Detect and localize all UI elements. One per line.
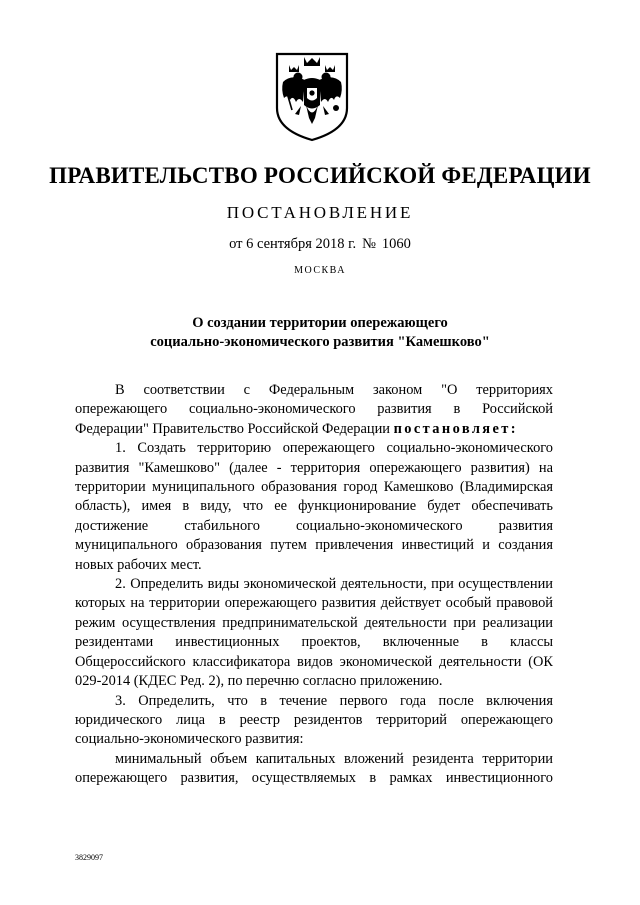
decree-word: постановляет: xyxy=(393,420,518,437)
document-body xyxy=(75,381,553,789)
subject-line-1: О создании территории опережающего xyxy=(192,315,448,331)
document-subject xyxy=(60,314,580,352)
paragraph-preamble xyxy=(75,381,553,439)
government-title: ПРАВИТЕЛЬСТВО РОССИЙСКОЙ ФЕДЕРАЦИИ xyxy=(49,163,591,188)
document-date: от 6 сентября 2018 г. xyxy=(229,236,357,252)
paragraph-item-3: 3. Определить, что в течение первого года после включения юридического лица в реестр резидентов территорий опережающего социально-экономического развития: xyxy=(75,692,553,748)
document-number: 1060 xyxy=(381,236,411,252)
preamble-text: В соответствии с Федеральным законом "О территориях опережающего социально-экономического развития в Российской Федерации" Правительство Российской Федерации xyxy=(75,382,553,437)
footer-doc-number: 3829097 xyxy=(75,853,103,862)
document-type: ПОСТАНОВЛЕНИЕ xyxy=(226,203,414,222)
city: МОСКВА xyxy=(294,265,346,276)
paragraph-item-3-sub: минимальный объем капитальных вложений резидента территории опережающего развития, осуществляемых в рамках инвестиционного xyxy=(75,750,553,787)
number-sign: № xyxy=(362,236,376,252)
subject-line-2: социально-экономического развития "Камешково" xyxy=(150,334,490,350)
paragraph-item-2: 2. Определить виды экономической деятельности, при осуществлении которых на территории опережающего развития действует особый правовой режим осуществления предпринимательской деятельности при реализации резидентами инвестиционных проектов, включенные в классы Общероссийского классификатора видов экономической деятельности (ОК 029-2014 (КДЕС Ред. 2), по перечню согласно приложению. xyxy=(75,576,553,690)
paragraph-item-1: 1. Создать территорию опережающего социально-экономического развития "Камешково" (далее - территория опережающего развития) на территории муниципального образования город Камешково (Владимирская область), имея в виду, что ее функционирование будет обеспечивать достижение стабильного социально-экономического развития муниципального образования путем привлечения инвестиций и создания новых рабочих мест. xyxy=(75,440,553,573)
document-date-number xyxy=(0,236,640,253)
coat-of-arms-icon xyxy=(271,50,353,142)
